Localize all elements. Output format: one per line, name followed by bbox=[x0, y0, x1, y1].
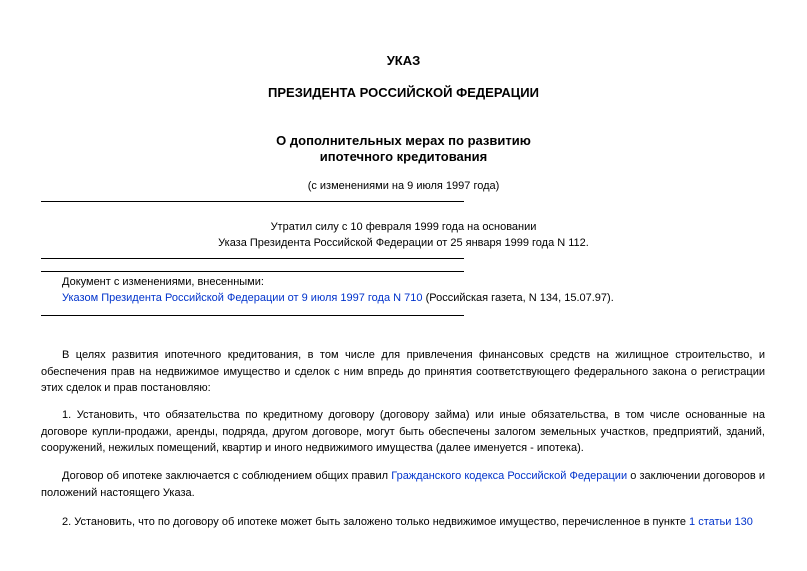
civil-code-link[interactable]: Гражданского кодекса Российской Федерации bbox=[391, 470, 628, 482]
article-130-link[interactable]: 1 статьи 130 bbox=[689, 516, 753, 528]
paragraph-text: Договор об ипотеке заключается с соблюдением общих правил bbox=[62, 470, 392, 482]
paragraph-text: о заключении договоров и положений настоящего Указа. bbox=[41, 470, 765, 499]
paragraph-text: 2. Установить, что по договору об ипотеке может быть заложено только недвижимое имущество, перечисленное в пункте bbox=[62, 516, 690, 528]
document-title-line-2: ипотечного кредитования bbox=[319, 149, 488, 164]
amendments-note: (с изменениями на 9 июля 1997 года) bbox=[307, 180, 500, 192]
changes-reference bbox=[62, 292, 614, 304]
issuer-heading: ПРЕЗИДЕНТА РОССИЙСКОЙ ФЕДЕРАЦИИ bbox=[268, 85, 539, 100]
divider bbox=[41, 201, 464, 202]
preamble-paragraph: В целях развития ипотечного кредитования, в том числе для привлечения финансовых средств на жилищное строительство, и обеспечения прав на недвижимое имущество и сделок с ним впредь до принятия соответствующего федерального закона о регистрации этих сделок и прав постановляю: bbox=[41, 349, 765, 394]
document-title-line-1: О дополнительных мерах по развитию bbox=[276, 133, 531, 148]
amending-decree-link[interactable]: Указом Президента Российской Федерации от 9 июля 1997 года N 710 bbox=[62, 292, 423, 304]
clause-2-paragraph bbox=[41, 514, 765, 531]
repeal-status-line-1: Утратил силу с 10 февраля 1999 года на основании bbox=[270, 221, 537, 233]
clause-1-paragraph: 1. Установить, что обязательства по кредитному договору (договору займа) или иные обязательства, в том числе основанные на договоре купли-продажи, аренды, подряда, другом договоре, могут быть обеспечены залогом земельных участков, предприятий, зданий, сооружений, нежилых помещений, квартир и иного недвижимого имущества (далее именуется - ипотека). bbox=[41, 409, 765, 454]
publication-source: (Российская газета, N 134, 15.07.97). bbox=[422, 292, 614, 304]
divider bbox=[41, 258, 464, 259]
divider bbox=[41, 315, 464, 316]
divider bbox=[41, 271, 464, 272]
changes-label: Документ с изменениями, внесенными: bbox=[62, 276, 264, 288]
decree-heading: УКАЗ bbox=[386, 53, 421, 68]
repeal-status-line-2: Указа Президента Российской Федерации от 25 января 1999 года N 112. bbox=[218, 237, 589, 249]
mortgage-agreement-paragraph bbox=[41, 468, 765, 501]
